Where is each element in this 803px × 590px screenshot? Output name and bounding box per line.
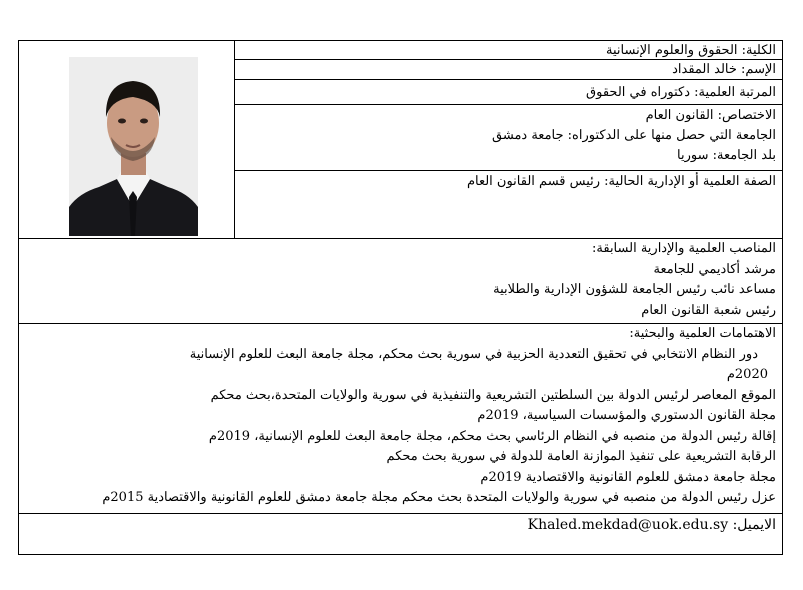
research-heading: الاهتمامات العلمية والبحثية:: [629, 326, 776, 341]
previous-position-item: مساعد نائب رئيس الجامعة للشؤون الإدارية والطلابية: [493, 282, 776, 297]
email-link[interactable]: Khaled.mekdad@uok.edu.sy: [527, 517, 729, 533]
name-text: الإسم: خالد المقداد: [672, 62, 776, 77]
specialty-cell: [235, 106, 782, 170]
cv-table: [18, 40, 783, 555]
row-divider: [234, 104, 782, 105]
research-cell: [19, 324, 782, 513]
row-divider: [234, 170, 782, 171]
rank-text: المرتبة العلمية: دكتوراه في الحقوق: [586, 85, 776, 100]
research-line: 2020م: [726, 367, 768, 382]
rank-cell: [235, 83, 782, 104]
current-position-text: الصفة العلمية أو الإدارية الحالية: رئيس قسم القانون العام: [466, 174, 776, 189]
research-line: مجلة القانون الدستوري والمؤسسات السياسية، 2019م: [477, 408, 776, 423]
faculty-cell: [235, 41, 782, 59]
email-label: الايميل:: [732, 517, 776, 533]
research-line: الرقابة التشريعية على تنفيذ الموازنة العامة للدولة في سورية بحث محكم: [386, 449, 776, 464]
research-line: إقالة رئيس الدولة من منصبه في النظام الرئاسي بحث محكم، مجلة جامعة البعث للعلوم الإنسانية، 2019م: [208, 428, 776, 444]
portrait-image: [69, 57, 198, 236]
current-position-cell: [235, 172, 782, 238]
research-line: عزل رئيس الدولة من منصبه في سورية والولايات المتحدة بحث محكم مجلة جامعة دمشق للعلوم القانونية والاقتصادية 2015م: [102, 490, 776, 505]
row-divider: [234, 79, 782, 80]
research-line: دور النظام الانتخابي في تحقيق التعددية الحزبية في سورية بحث محكم، مجلة جامعة البعث للعلوم الإنسانية: [189, 346, 758, 362]
name-cell: [235, 60, 782, 79]
faculty-text: الكلية: الحقوق والعلوم الإنسانية: [606, 43, 776, 58]
previous-position-item: رئيس شعبة القانون العام: [641, 302, 776, 318]
previous-positions-heading: المناصب العلمية والإدارية السابقة:: [592, 241, 776, 256]
previous-positions-cell: [19, 239, 782, 323]
specialty-text: الاختصاص: القانون العام: [645, 108, 776, 123]
previous-position-item: مرشد أكاديمي للجامعة: [653, 261, 776, 277]
research-line: الموقع المعاصر لرئيس الدولة بين السلطتين التشريعية والتنفيذية في سورية والولايات المتحدة،بحث محكم: [210, 387, 776, 403]
university-country-text: بلد الجامعة: سوريا: [677, 148, 776, 163]
phd-university-text: الجامعة التي حصل منها على الدكتوراه: جامعة دمشق: [492, 128, 776, 143]
portrait-photo: [69, 57, 198, 236]
email-cell: [19, 514, 782, 554]
research-line: مجلة جامعة دمشق للعلوم القانونية والاقتصادية 2019م: [480, 469, 776, 485]
